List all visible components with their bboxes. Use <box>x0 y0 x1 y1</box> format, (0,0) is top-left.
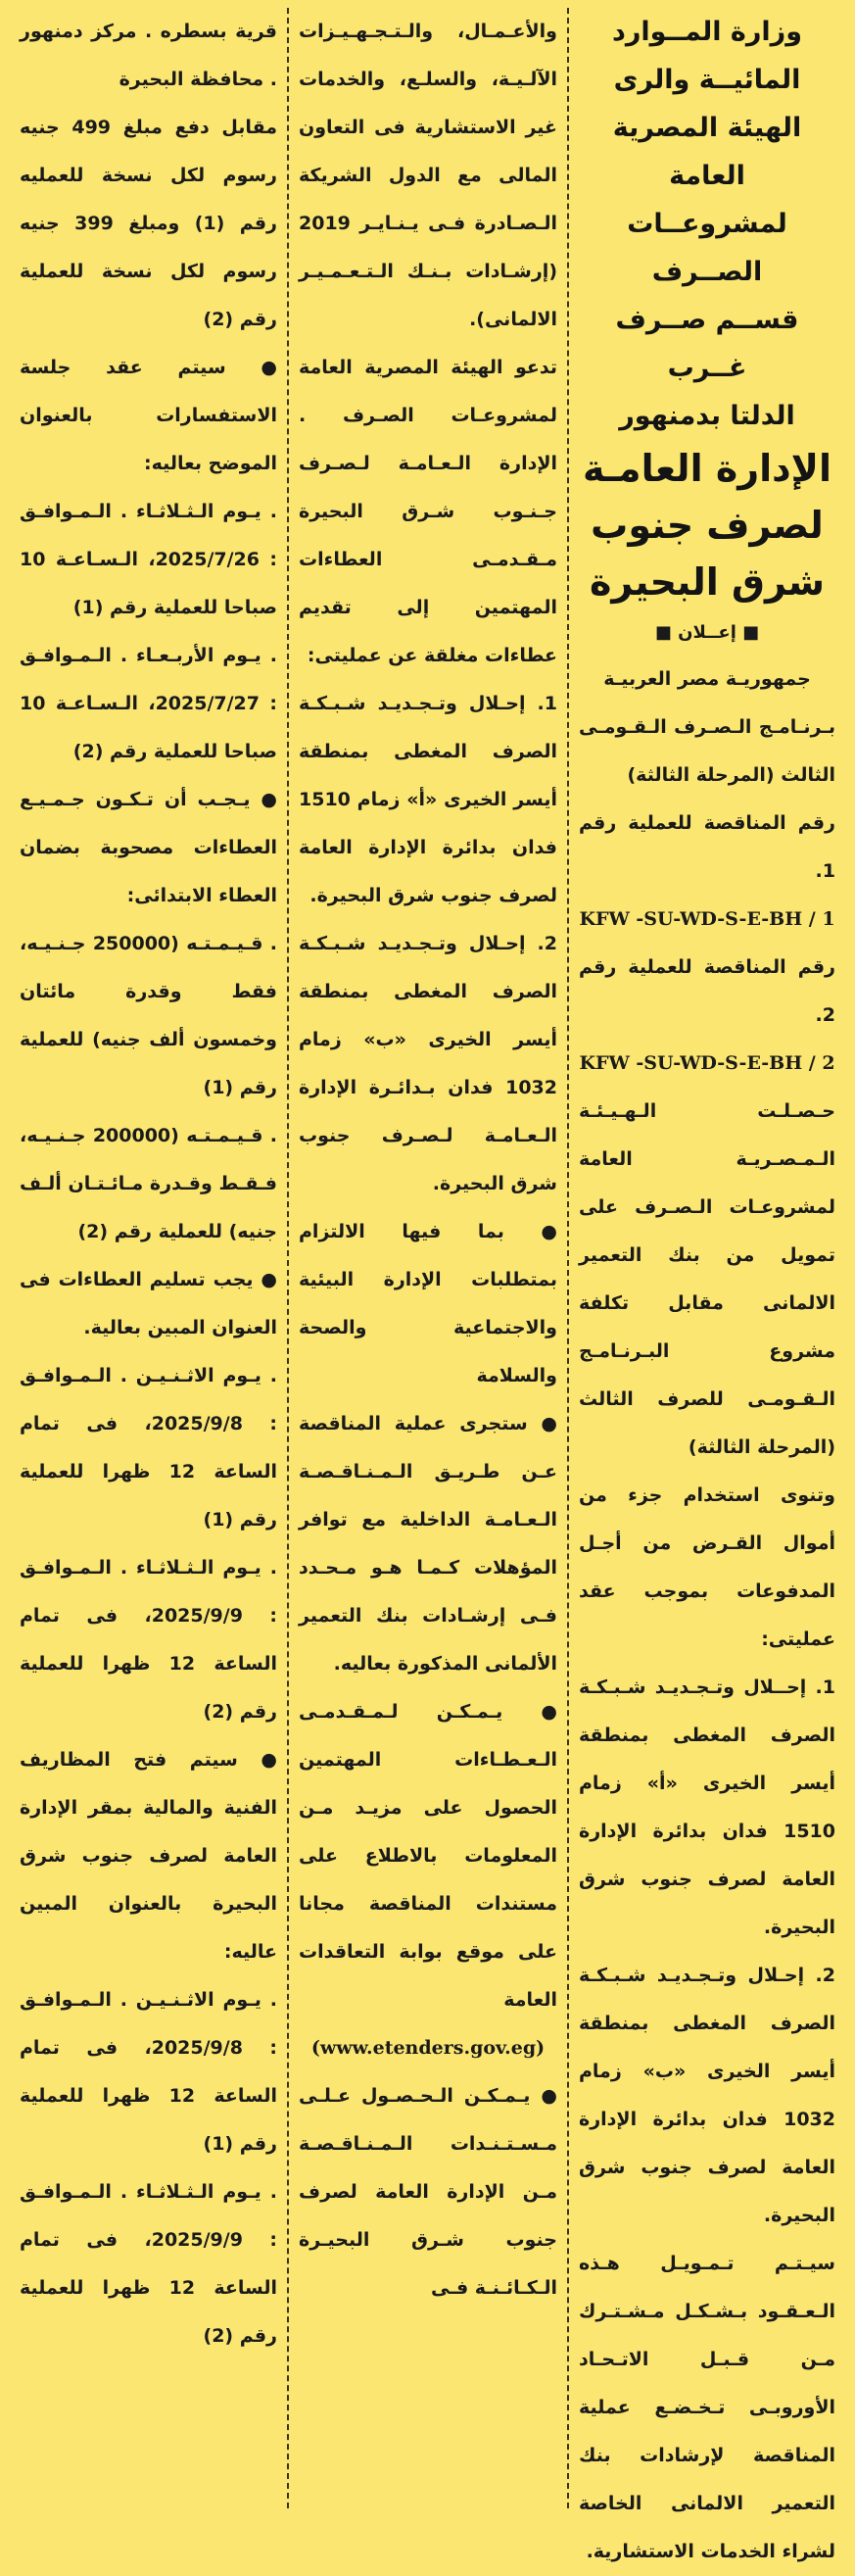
bullet-paragraph: ● ستجرى عملية المناقصة عـن طـريـق الـمـنـاقـصـة الـعـامـة الداخلية مع توافر المؤهلات كـمـا هـو مـحـدد فـى إرشـادات بنك التعمير الألمانى المذكورة بعاليه. <box>299 1413 557 1675</box>
bullet-paragraph: ● سيتم عقد جلسة الاستفسارات بالعنوان الموضح بعاليه: <box>20 357 277 474</box>
department-title: الإدارة العامـة <box>583 447 831 490</box>
bullet-paragraph: ● يـجـب أن تـكـون جـمـيـع العطاءات مصحوبة بضمان العطاء الابتدائى: <box>20 789 277 906</box>
schedule-item: . يـوم الاثـنـيـن . الـمـوافـق : 2025/9/8، فى تمام الساعة 12 ظهرا للعملية رقم (1) <box>20 1365 277 1531</box>
schedule-item: . يـوم الـثـلاثـاء . الـمـوافـق : 2025/9/9، فى تمام الساعة 12 ظهرا للعملية رقم (2) <box>20 1557 277 1723</box>
announcement-label: ■ إعــلان ■ <box>654 622 760 643</box>
schedule-item: . يـوم الأربـعـاء . الـمـوافـق : 2025/7/27، الـسـاعـة 10 صباحا للعملية رقم (2) <box>20 645 277 762</box>
paragraph: حـصـلـت الـهـيـئـة الـمـصـريـة العامة لمشروعـات الـصـرف على تمويل من بنك التعمير الالمانى مقابل تكلفة مشروع البـرنـامـج الـقـومـى للصرف الثالث (المرحلة الثالثة) <box>579 1100 835 1458</box>
paragraph: جمهوريـة مصر العربيـة <box>603 668 811 690</box>
guarantee-item: . قـيـمـتـه (250000 جـنـيـه، فقط وقدرة مائتان وخمسون ألف جنيه) للعملية رقم (1) <box>20 933 277 1098</box>
columns <box>10 8 845 2562</box>
column-1 <box>569 8 845 2562</box>
paragraph: سيـتـم تـمـويـل هـذه الـعـقـود بـشـكـل مـشـتـرك مـن قـبـل الاتـحـاد الأوروبـى تـخـضـع عملية المناقصة لإرشادات بنك التعمير الالمانى الخاصة لشراء الخدمات الاستشارية. <box>579 2253 835 2562</box>
paragraph: 1. إحــلال وتـجـديـد شـبـكـة الصرف المغطى بمنطقة أيسر الخيرى «أ» زمام 1510 فدان بدائرة الإدارة العامة لصرف جنوب شرق البحيرة. <box>579 1677 835 1938</box>
column-2 <box>289 8 569 2508</box>
schedule-item: . يـوم الـثـلاثـاء . الـمـوافـق : 2025/9/9، فى تمام الساعة 12 ظهرا للعملية رقم (2) <box>20 2181 277 2347</box>
title-line: الهيئة المصرية العامة <box>612 113 802 191</box>
bullet-paragraph: ● يـمـكـن الـحـصـول عـلـى مـسـتـنـدات الـمـنـاقـصـة مـن الإدارة العامة لصرف جنوب شـرق البحيـرة الـكـائـنـة فـى <box>299 2085 557 2299</box>
paragraph: 2. إحـلال وتـجـديـد شـبـكـة الصرف المغطى بمنطقة أيسر الخيرى «ب» زمام 1032 فدان بـدائـرة الإدارة الـعـامـة لـصـرف جنوب شرق البحيرة. <box>299 933 557 1194</box>
paragraph: رقم المناقصة للعملية رقم 2. <box>579 956 835 1026</box>
tender-code-2: KFW -SU-WD-S-E-BH / 2 <box>579 1052 835 1074</box>
title-line: وزارة المــوارد <box>612 17 802 47</box>
paragraph: رقم المناقصة للعملية رقم 1. <box>579 812 835 882</box>
paragraph: بـرنـامـج الـصـرف الـقـومـى الثالث (المرحلة الثالثة) <box>579 716 835 786</box>
paragraph: والأعـمـال، والـتـجـهـيـزات الآلـيـة، والسلـع، والخدمات غير الاستشارية فى التعاون المالى مع الدول الشريكة الـصـادرة فـى يـنـايـر 2019 (إرشـادات بـنـك الـتـعـمـيـر الالمانى). <box>299 21 557 330</box>
bullet-paragraph: ● بما فيها الالتزام بمتطلبات الإدارة البيئية والاجتماعية والصحة والسلامة <box>299 1221 557 1386</box>
paragraph: وتنوى استخدام جزء من أموال القـرض من أجـل المدفوعات بموجب عقد عمليتى: <box>579 1484 835 1650</box>
bullet-paragraph: ● يـمـكـن لـمـقـدمـى الـعـطـاءات المهتمين الحصول على مزيـد مـن المعلومات بالاطلاع على مستندات المناقصة مجانا على موقع بوابة التعاقدات العامة <box>299 1701 557 2011</box>
guarantee-item: . قـيـمـتـه (200000 جـنـيـه، فـقـط وقـدرة مـائـتـان ألـف جنيه) للعملية رقم (2) <box>20 1125 277 1242</box>
paragraph: تدعو الهيئة المصرية العامة لمشروعـات الصـرف . الإدارة الـعـامـة لـصـرف جـنـوب شـرق البحيرة مـقـدمـى العطاءات المهتمين إلى تقديم عطاءات مغلقة عن عمليتى: <box>299 357 557 666</box>
etenders-url: (www.etenders.gov.eg) <box>310 2037 546 2059</box>
department-title: شرق البحيرة <box>590 560 825 604</box>
paragraph: قرية بسطره . مركز دمنهور . محافظة البحيرة <box>20 21 277 90</box>
paragraph: 2. إحـلال وتـجـديـد شـبـكـة الصرف المغطى بمنطقة أيسر الخيرى «ب» زمام 1032 فدان بدائرة الإدارة العامة لصرف جنوب شرق البحيرة. <box>579 1965 835 2226</box>
paragraph: 1. إحـلال وتـجـديـد شـبـكـة الصرف المغطى بمنطقة أيسر الخيرى «أ» زمام 1510 فدان بدائرة الإدارة العامة لصرف جنوب شرق البحيرة. <box>299 693 557 906</box>
bullet-paragraph: ● يجب تسليم العطاءات فى العنوان المبين بعالية. <box>20 1269 277 1338</box>
paragraph: مقابل دفع مبلغ 499 جنيه رسوم لكل نسخة للعمليه رقم (1) ومبلغ 399 جنيه رسوم لكل نسخة للعملية رقم (2) <box>20 117 278 330</box>
bullet-paragraph: ● سيتم فتح المظاريف الفنية والمالية بمقر الإدارة العامة لصرف جنوب شرق البحيرة بالعنوان المبين عاليه: <box>20 1749 277 1963</box>
column-3 <box>10 8 289 2508</box>
title-line: المائيــة والرى <box>613 65 801 95</box>
ministry-header <box>579 8 835 610</box>
department-title: لصرف جنوب <box>591 504 824 547</box>
schedule-item: . يـوم الـثـلاثـاء . الـمـوافـق : 2025/7/26، الـسـاعـة 10 صباحا للعملية رقم (1) <box>20 501 277 618</box>
title-line: الدلتا بدمنهور <box>619 401 795 431</box>
tender-code-1: KFW -SU-WD-S-E-BH / 1 <box>579 908 835 930</box>
title-line: قســم صــرف غــرب <box>615 305 799 383</box>
schedule-item: . يـوم الاثـنـيـن . الـمـوافـق : 2025/9/8، فى تمام الساعة 12 ظهرا للعملية رقم (1) <box>20 1989 277 2155</box>
title-line: لمشروعــات الصــرف <box>627 209 787 287</box>
